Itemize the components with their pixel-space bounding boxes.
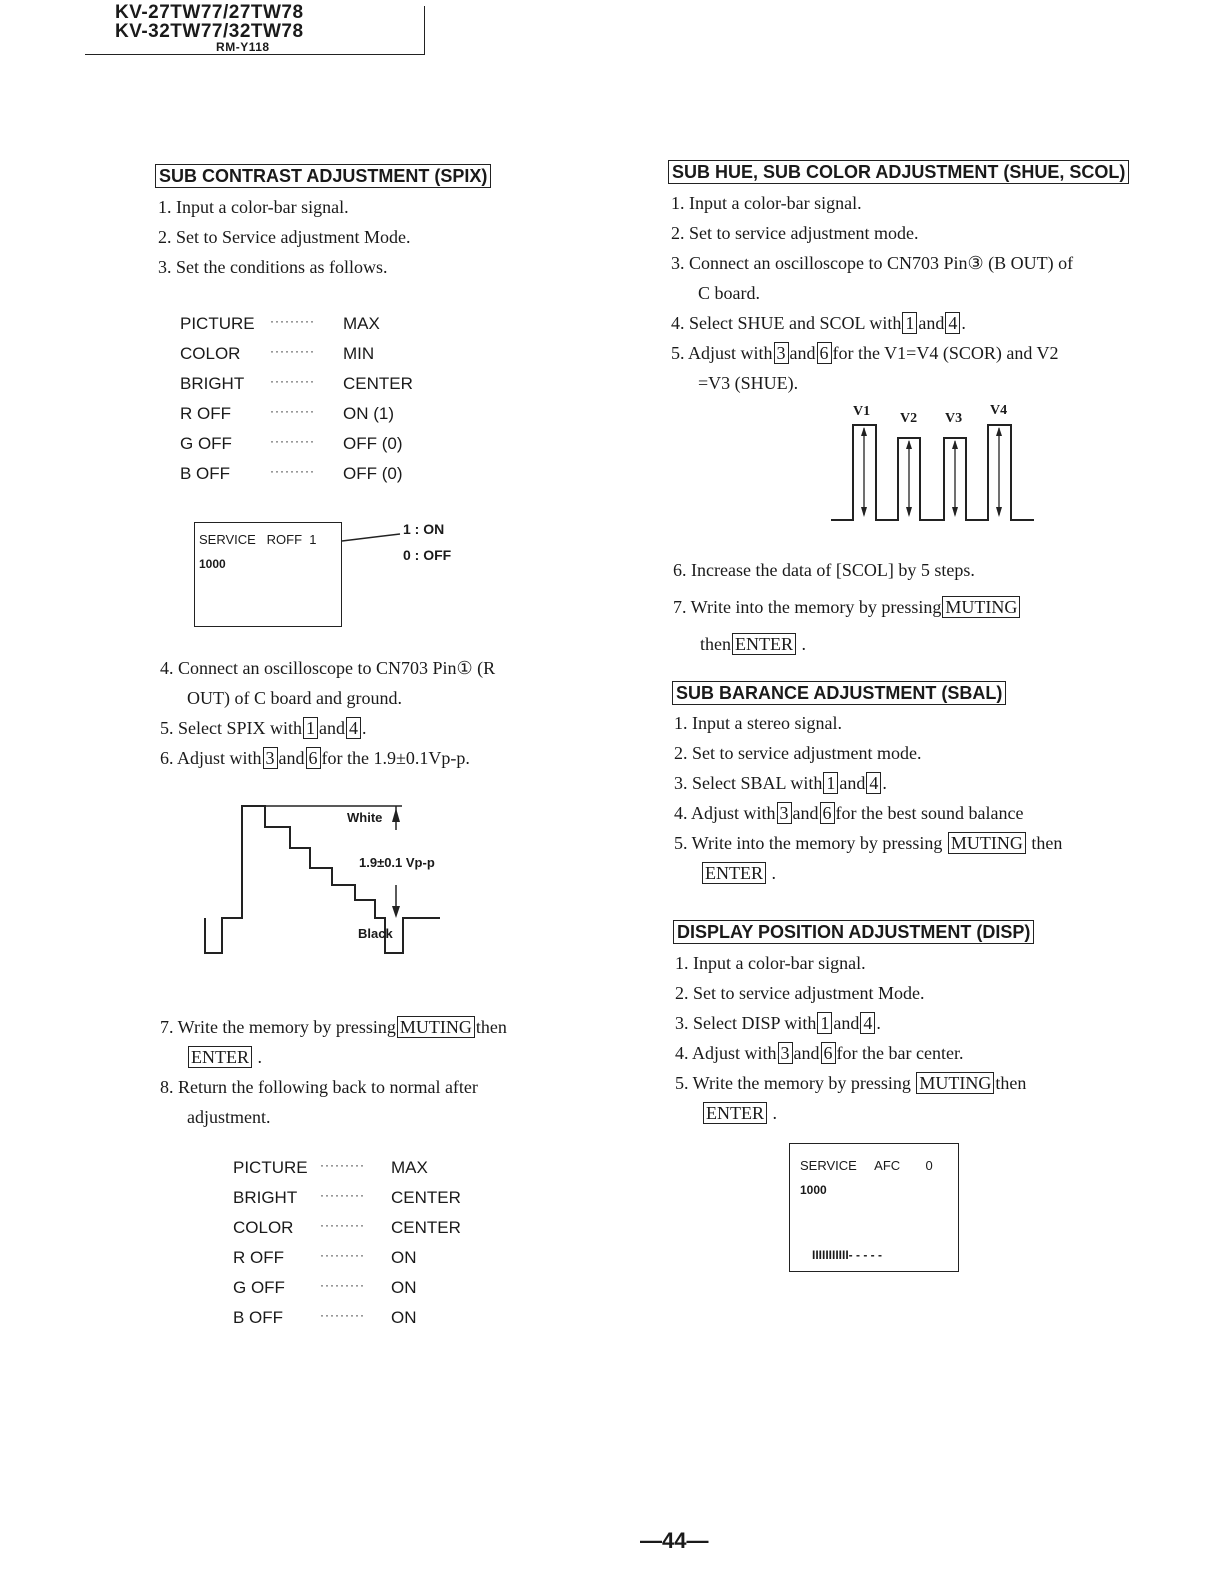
key-1-box: 1 bbox=[902, 312, 917, 334]
step-text: =V3 (SHUE). bbox=[698, 373, 799, 393]
step-text: . bbox=[797, 634, 806, 654]
page-number: —44— bbox=[640, 1528, 709, 1553]
step-text: . bbox=[882, 773, 887, 793]
sbal-steps bbox=[674, 708, 1062, 888]
setting-value: CENTER bbox=[391, 1218, 461, 1237]
step-line bbox=[675, 948, 1026, 978]
step-text: then bbox=[700, 634, 731, 654]
step-line bbox=[675, 1068, 1026, 1098]
key-enter-box: ENTER bbox=[188, 1046, 252, 1068]
step-text: 2. Set to Service adjustment Mode. bbox=[158, 227, 411, 247]
setting-label: BRIGHT bbox=[180, 374, 245, 393]
setting-label: PICTURE bbox=[180, 314, 255, 333]
screen-line-2: 1000 bbox=[199, 557, 226, 571]
model-line-2: KV-32TW77/32TW78 bbox=[115, 21, 304, 42]
leader-dots: ········· bbox=[320, 1158, 365, 1172]
step-text: 3. Set the conditions as follows. bbox=[158, 257, 388, 277]
setting-label: PICTURE bbox=[233, 1158, 308, 1177]
step-line bbox=[671, 188, 1073, 218]
leader-dots: ········· bbox=[270, 374, 315, 388]
step-line bbox=[673, 626, 1021, 663]
key-3-box: 3 bbox=[263, 747, 278, 769]
step-line bbox=[674, 828, 1062, 858]
sbal-section-title: SUB BARANCE ADJUSTMENT (SBAL) bbox=[672, 681, 1006, 705]
restore-settings-table bbox=[233, 1153, 493, 1333]
key-muting-box: MUTING bbox=[916, 1072, 994, 1094]
step-line bbox=[675, 1008, 1026, 1038]
key-6-box: 6 bbox=[817, 342, 832, 364]
step-line bbox=[158, 192, 410, 222]
step-text: 7. Write into the memory by pressing bbox=[673, 597, 942, 617]
setting-value: ON bbox=[391, 1278, 417, 1297]
step-text: 5. Adjust with bbox=[671, 343, 773, 363]
disp-steps bbox=[675, 948, 1026, 1128]
spix-steps-a bbox=[158, 192, 410, 282]
step-text: . bbox=[253, 1047, 262, 1067]
step-text: and bbox=[833, 1013, 860, 1033]
step-line bbox=[675, 1038, 1026, 1068]
service-screen-afc bbox=[789, 1143, 959, 1272]
step-line bbox=[671, 308, 1073, 338]
setting-value: ON bbox=[391, 1248, 417, 1267]
step-line bbox=[674, 858, 1062, 888]
key-3-box: 3 bbox=[774, 342, 789, 364]
step-text: for the V1=V4 (SCOR) and V2 bbox=[832, 343, 1059, 363]
off-label: 0 : OFF bbox=[403, 547, 452, 563]
shue-steps-a bbox=[671, 188, 1073, 398]
amplitude-label: 1.9±0.1 Vp-p bbox=[359, 855, 435, 870]
key-enter-box: ENTER bbox=[702, 862, 766, 884]
step-line bbox=[674, 738, 1062, 768]
step-line bbox=[160, 743, 495, 773]
spix-steps-b bbox=[160, 653, 495, 773]
step-text: adjustment. bbox=[187, 1107, 271, 1127]
setting-row bbox=[233, 1303, 493, 1333]
step-text: C board. bbox=[698, 283, 760, 303]
setting-label: R OFF bbox=[180, 404, 231, 423]
v4-label: V4 bbox=[990, 403, 1008, 418]
leader-dots: ········· bbox=[320, 1188, 365, 1202]
leader-dots: ········· bbox=[270, 404, 315, 418]
remote-model: RM-Y118 bbox=[216, 40, 270, 54]
setting-row bbox=[180, 369, 440, 399]
step-text: . bbox=[876, 1013, 881, 1033]
key-1-box: 1 bbox=[823, 772, 838, 794]
setting-label: COLOR bbox=[180, 344, 241, 363]
key-muting-box: MUTING bbox=[397, 1016, 475, 1038]
step-text: 1. Input a color-bar signal. bbox=[675, 953, 866, 973]
setting-label: BRIGHT bbox=[233, 1188, 298, 1207]
key-4-box: 4 bbox=[860, 1012, 875, 1034]
step-text: 1. Input a stereo signal. bbox=[674, 713, 842, 733]
leader-dots: ········· bbox=[270, 464, 315, 478]
setting-value: MAX bbox=[343, 314, 380, 333]
step-text: 2. Set to service adjustment Mode. bbox=[675, 983, 925, 1003]
step-text: then bbox=[1026, 833, 1063, 853]
setting-value: CENTER bbox=[391, 1188, 461, 1207]
spix-section-title: SUB CONTRAST ADJUSTMENT (SPIX) bbox=[155, 164, 491, 188]
setting-row bbox=[233, 1273, 493, 1303]
step-text: and bbox=[792, 803, 819, 823]
staircase-waveform bbox=[200, 800, 450, 960]
key-4-box: 4 bbox=[346, 717, 361, 739]
key-1-box: 1 bbox=[303, 717, 318, 739]
step-text: 3. Select SBAL with bbox=[674, 773, 823, 793]
leader-dots: ········· bbox=[270, 344, 315, 358]
setting-value: MIN bbox=[343, 344, 375, 363]
step-line bbox=[674, 708, 1062, 738]
setting-row bbox=[233, 1243, 493, 1273]
leader-dots: ········· bbox=[320, 1218, 365, 1232]
header-rule bbox=[85, 54, 425, 55]
step-line bbox=[671, 248, 1073, 278]
step-line bbox=[160, 683, 495, 713]
step-text: 2. Set to service adjustment mode. bbox=[671, 223, 919, 243]
setting-value: CENTER bbox=[343, 374, 413, 393]
step-text: 7. Write the memory by pressing bbox=[160, 1017, 396, 1037]
setting-value: ON bbox=[391, 1308, 417, 1327]
key-enter-box: ENTER bbox=[732, 633, 796, 655]
screen-line-2: 1000 bbox=[800, 1183, 827, 1197]
step-text: 6. Adjust with bbox=[160, 748, 262, 768]
step-line bbox=[158, 222, 410, 252]
setting-label: R OFF bbox=[233, 1248, 284, 1267]
step-line bbox=[675, 1098, 1026, 1128]
pulse-waveform bbox=[828, 420, 1040, 525]
setting-row bbox=[233, 1183, 493, 1213]
leader-dots: ········· bbox=[320, 1278, 365, 1292]
step-line bbox=[674, 768, 1062, 798]
step-text: and bbox=[793, 1043, 820, 1063]
step-text: 4. Adjust with bbox=[675, 1043, 777, 1063]
step-text: . bbox=[768, 1103, 777, 1123]
setting-label: B OFF bbox=[180, 464, 231, 483]
spix-settings-table bbox=[180, 309, 440, 489]
leader-dots: ········· bbox=[320, 1308, 365, 1322]
step-line bbox=[671, 278, 1073, 308]
step-text: and bbox=[839, 773, 866, 793]
step-line bbox=[674, 798, 1062, 828]
screen-line-1: SERVICE AFC 0 bbox=[800, 1158, 933, 1173]
spix-steps-c bbox=[160, 1012, 507, 1132]
screen-line-1: SERVICE ROFF 1 bbox=[199, 532, 317, 547]
setting-label: G OFF bbox=[233, 1278, 285, 1297]
step-text: 5. Select SPIX with bbox=[160, 718, 302, 738]
setting-row bbox=[233, 1153, 493, 1183]
key-muting-box: MUTING bbox=[942, 596, 1020, 618]
key-4-box: 4 bbox=[945, 312, 960, 334]
step-line bbox=[160, 1042, 507, 1072]
leader-line bbox=[340, 528, 402, 548]
leader-dots: ········· bbox=[320, 1248, 365, 1262]
shue-section-title: SUB HUE, SUB COLOR ADJUSTMENT (SHUE, SCOL) bbox=[668, 160, 1129, 184]
key-3-box: 3 bbox=[777, 802, 792, 824]
step-text: and bbox=[278, 748, 305, 768]
step-text: 3. Select DISP with bbox=[675, 1013, 817, 1033]
model-line-1: KV-27TW77/27TW78 bbox=[115, 2, 304, 23]
setting-label: COLOR bbox=[233, 1218, 294, 1237]
step-text: then bbox=[475, 1017, 507, 1037]
on-label: 1 : ON bbox=[403, 521, 445, 537]
setting-value: ON (1) bbox=[343, 404, 394, 423]
key-6-box: 6 bbox=[821, 1042, 836, 1064]
leader-dots: ········· bbox=[270, 434, 315, 448]
step-line bbox=[160, 713, 495, 743]
step-text: and bbox=[789, 343, 816, 363]
step-line bbox=[158, 252, 410, 282]
step-text: for the bar center. bbox=[836, 1043, 964, 1063]
key-4-box: 4 bbox=[866, 772, 881, 794]
step-text: 2. Set to service adjustment mode. bbox=[674, 743, 922, 763]
v1-label: V1 bbox=[853, 404, 871, 419]
step-line bbox=[671, 218, 1073, 248]
step-text: 3. Connect an oscilloscope to CN703 Pin③ (B OUT) of bbox=[671, 253, 1074, 273]
setting-row bbox=[180, 459, 440, 489]
step-line bbox=[160, 1072, 507, 1102]
step-line bbox=[160, 1012, 507, 1042]
setting-value: OFF (0) bbox=[343, 464, 403, 483]
key-1-box: 1 bbox=[817, 1012, 832, 1034]
setting-row bbox=[180, 339, 440, 369]
step-line bbox=[673, 552, 1021, 589]
step-text: for the best sound balance bbox=[835, 803, 1024, 823]
leader-dots: ········· bbox=[270, 314, 315, 328]
setting-label: G OFF bbox=[180, 434, 232, 453]
step-text: 8. Return the following back to normal after bbox=[160, 1077, 478, 1097]
disp-section-title: DISPLAY POSITION ADJUSTMENT (DISP) bbox=[673, 920, 1034, 944]
setting-row bbox=[180, 309, 440, 339]
service-screen-roff bbox=[194, 522, 342, 627]
step-text: 4. Connect an oscilloscope to CN703 Pin① (R bbox=[160, 658, 496, 678]
setting-label: B OFF bbox=[233, 1308, 284, 1327]
setting-row bbox=[233, 1213, 493, 1243]
key-muting-box: MUTING bbox=[948, 832, 1026, 854]
step-text: 1. Input a color-bar signal. bbox=[158, 197, 349, 217]
step-text: 5. Write the memory by pressing bbox=[675, 1073, 916, 1093]
step-text: 5. Write into the memory by pressing bbox=[674, 833, 947, 853]
step-text: for the 1.9±0.1Vp-p. bbox=[321, 748, 470, 768]
document-header bbox=[115, 3, 304, 54]
key-3-box: 3 bbox=[778, 1042, 793, 1064]
setting-value: MAX bbox=[391, 1158, 428, 1177]
white-label: White bbox=[347, 810, 383, 825]
step-line bbox=[160, 653, 495, 683]
step-line bbox=[671, 368, 1073, 398]
step-line bbox=[160, 1102, 507, 1132]
step-text: . bbox=[961, 313, 966, 333]
key-6-box: 6 bbox=[820, 802, 835, 824]
step-text: . bbox=[767, 863, 776, 883]
step-line bbox=[673, 589, 1021, 626]
setting-row bbox=[180, 429, 440, 459]
step-text: and bbox=[918, 313, 945, 333]
v2-label: V2 bbox=[900, 411, 918, 426]
step-text: 6. Increase the data of [SCOL] by 5 steps. bbox=[673, 560, 975, 580]
step-line bbox=[671, 338, 1073, 368]
step-text: then bbox=[995, 1073, 1027, 1093]
black-label: Black bbox=[358, 926, 393, 941]
step-text: 4. Adjust with bbox=[674, 803, 776, 823]
step-text: 4. Select SHUE and SCOL with bbox=[671, 313, 902, 333]
setting-row bbox=[180, 399, 440, 429]
position-bar: IIIIIIIIIII- - - - - bbox=[812, 1248, 882, 1262]
step-text: . bbox=[362, 718, 367, 738]
v3-label: V3 bbox=[945, 411, 963, 426]
header-divider bbox=[424, 6, 425, 55]
shue-steps-b bbox=[673, 552, 1021, 663]
key-enter-box: ENTER bbox=[703, 1102, 767, 1124]
step-line bbox=[675, 978, 1026, 1008]
key-6-box: 6 bbox=[306, 747, 321, 769]
step-text: OUT) of C board and ground. bbox=[187, 688, 402, 708]
step-text: and bbox=[319, 718, 345, 738]
setting-value: OFF (0) bbox=[343, 434, 403, 453]
step-text: 1. Input a color-bar signal. bbox=[671, 193, 862, 213]
